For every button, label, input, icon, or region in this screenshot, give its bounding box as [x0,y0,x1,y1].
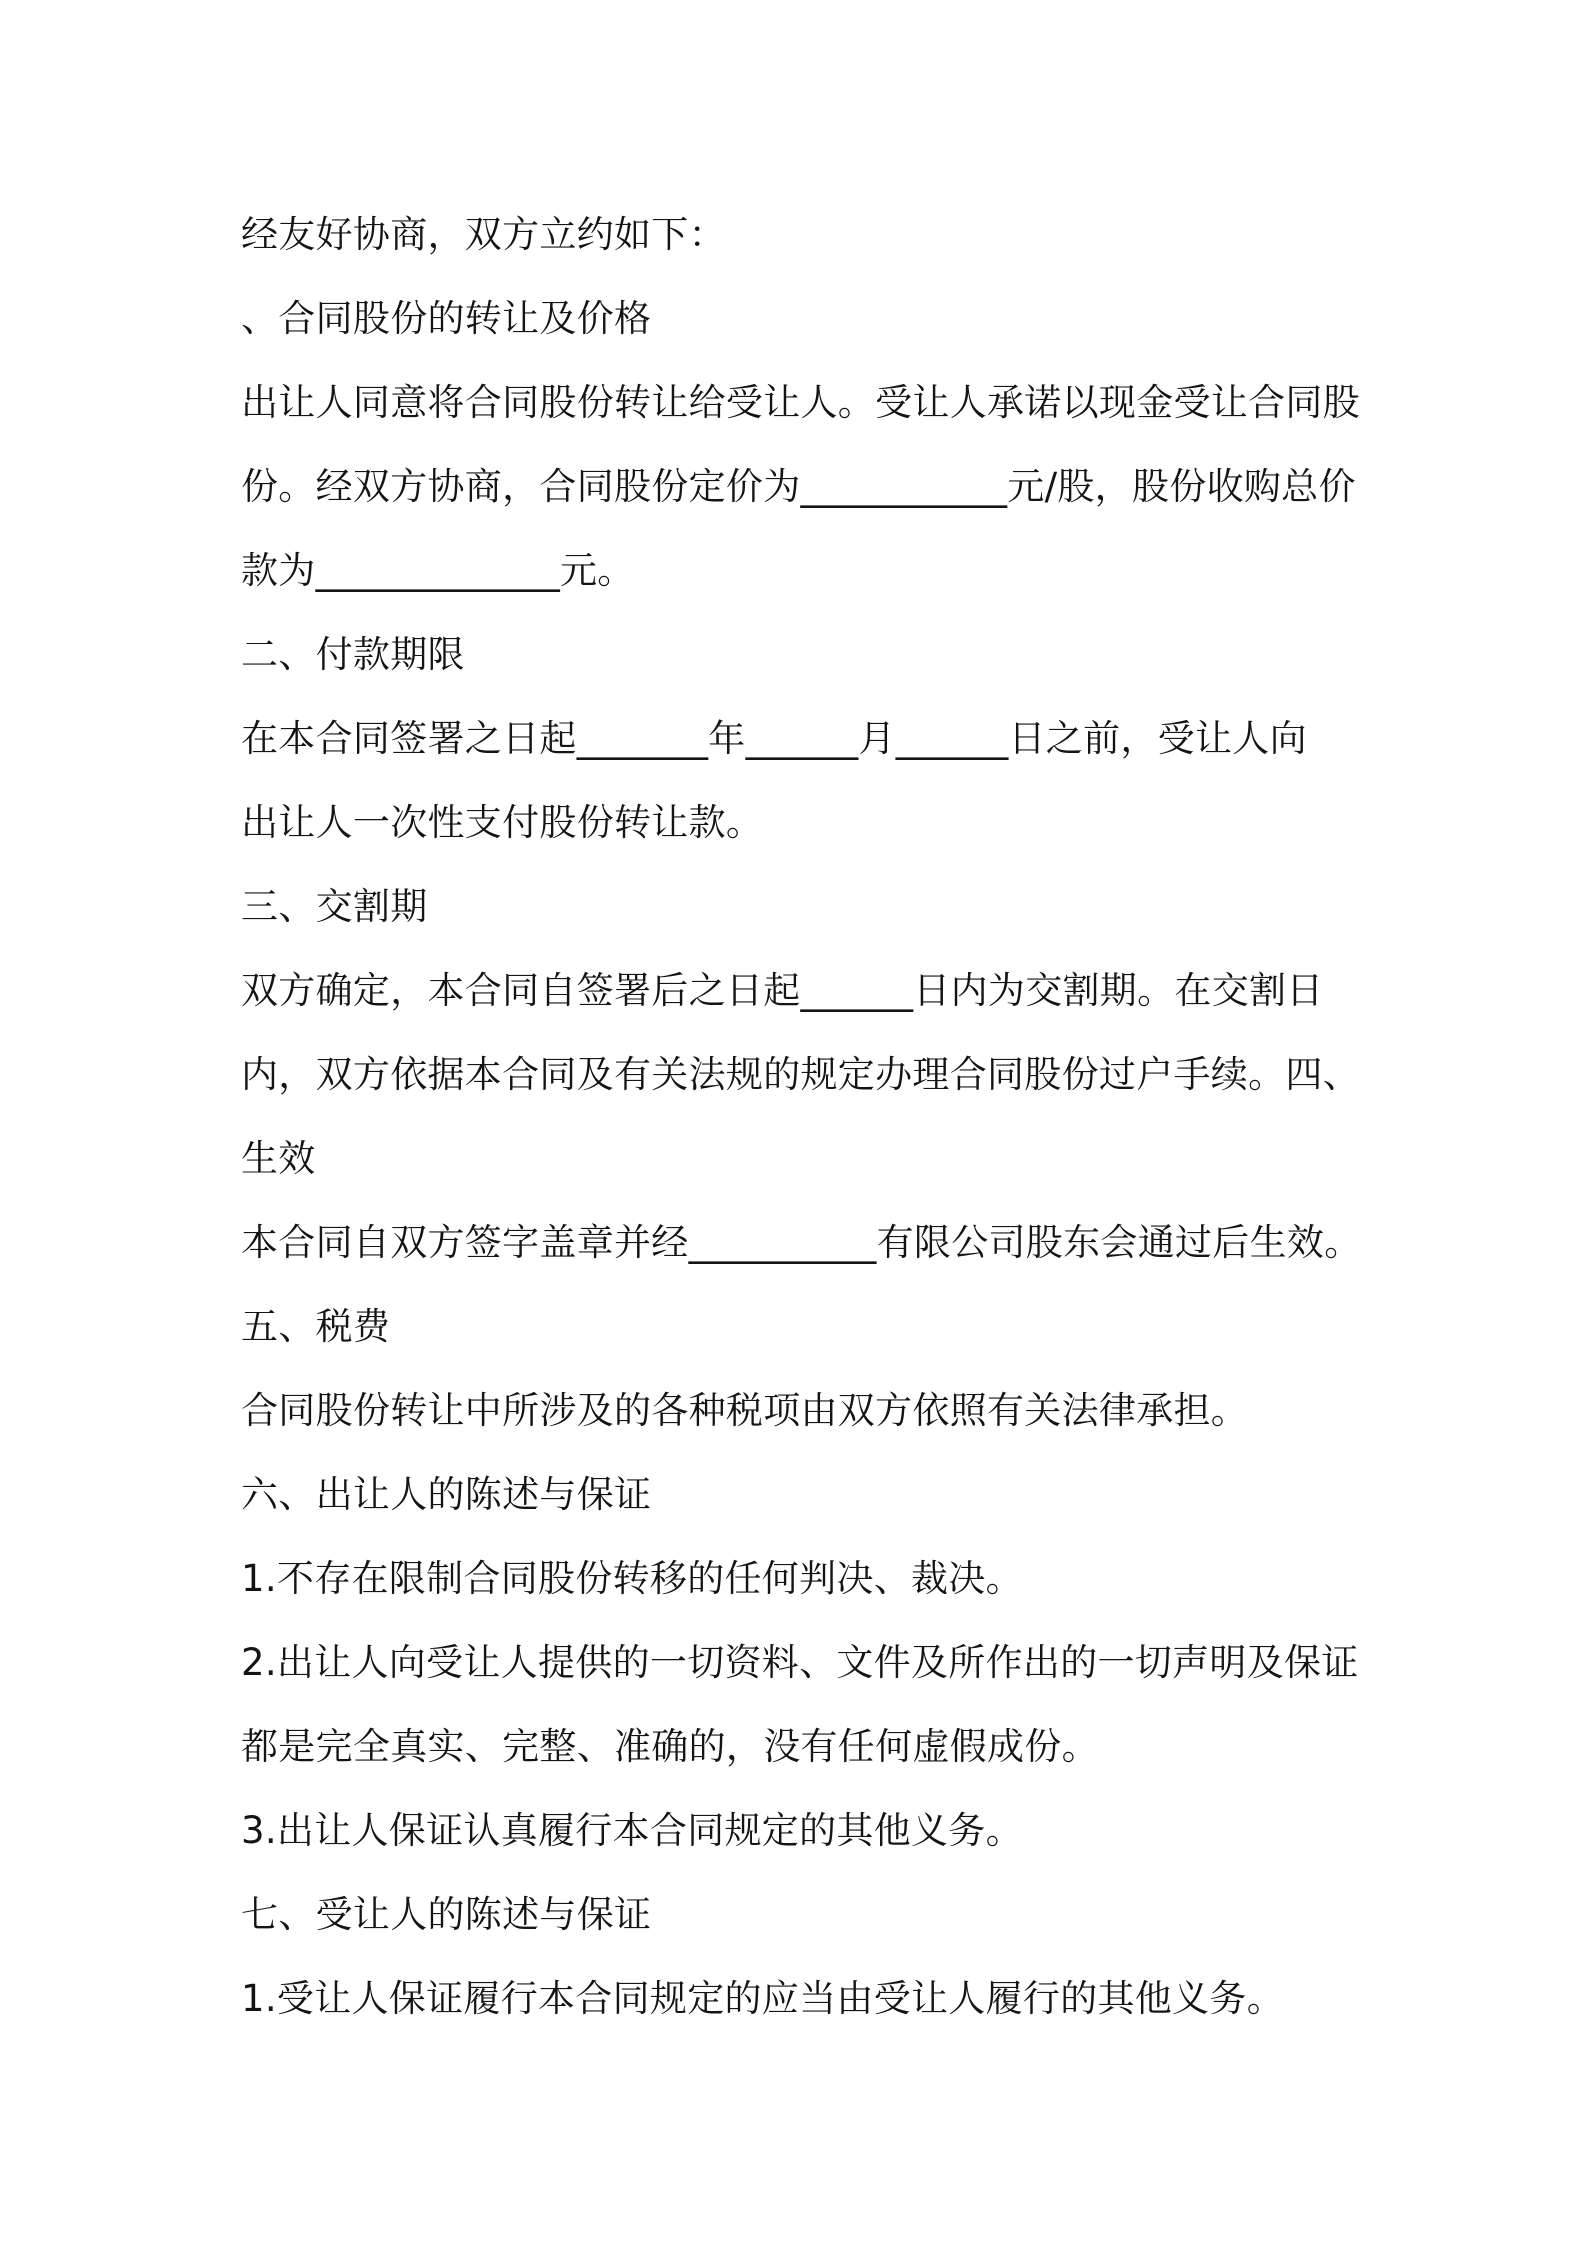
paragraph-line: 内，双方依据本合同及有关法规的规定办理合同股份过户手续。四、 [241,1053,1360,1096]
section-heading-transferee-warranties: 七、受让人的陈述与保证 [241,1893,652,1936]
paragraph-line: 款为_____________元。 [241,549,635,592]
section-heading-transfer-price: 、合同股份的转让及价格 [241,297,652,340]
section-heading-transferor-warranties: 六、出让人的陈述与保证 [241,1473,652,1516]
paragraph-line: 出让人一次性支付股份转让款。 [241,801,764,844]
paragraph-line: 生效 [241,1137,316,1180]
list-item: 3.出让人保证认真履行本合同规定的其他义务。 [241,1809,1023,1852]
list-item: 1.受让人保证履行本合同规定的应当由受让人履行的其他义务。 [241,1977,1284,2020]
section-heading-payment-term: 二、付款期限 [241,633,465,676]
paragraph-line: 本合同自双方签字盖章并经__________有限公司股东会通过后生效。 [241,1221,1362,1264]
paragraph-line: 双方确定，本合同自签署后之日起______日内为交割期。在交割日 [241,969,1324,1012]
paragraph-line: 在本合同签署之日起_______年______月______日之前，受让人向 [241,717,1307,760]
section-heading-taxes: 五、税费 [241,1305,391,1348]
paragraph-line: 份。经双方协商，合同股份定价为___________元/股，股份收购总价 [241,465,1356,508]
document-body [241,193,1361,2041]
list-item: 1.不存在限制合同股份转移的任何判决、裁决。 [241,1557,1023,1600]
paragraph-line: 出让人同意将合同股份转让给受让人。受让人承诺以现金受让合同股 [241,381,1360,424]
section-heading-delivery-period: 三、交割期 [241,885,428,928]
list-item-continuation: 都是完全真实、完整、准确的，没有任何虚假成份。 [241,1725,1099,1768]
paragraph-line: 合同股份转让中所涉及的各种税项由双方依照有关法律承担。 [241,1389,1249,1432]
intro-line: 经友好协商，双方立约如下： [241,213,726,256]
list-item: 2.出让人向受让人提供的一切资料、文件及所作出的一切声明及保证 [241,1641,1359,1684]
